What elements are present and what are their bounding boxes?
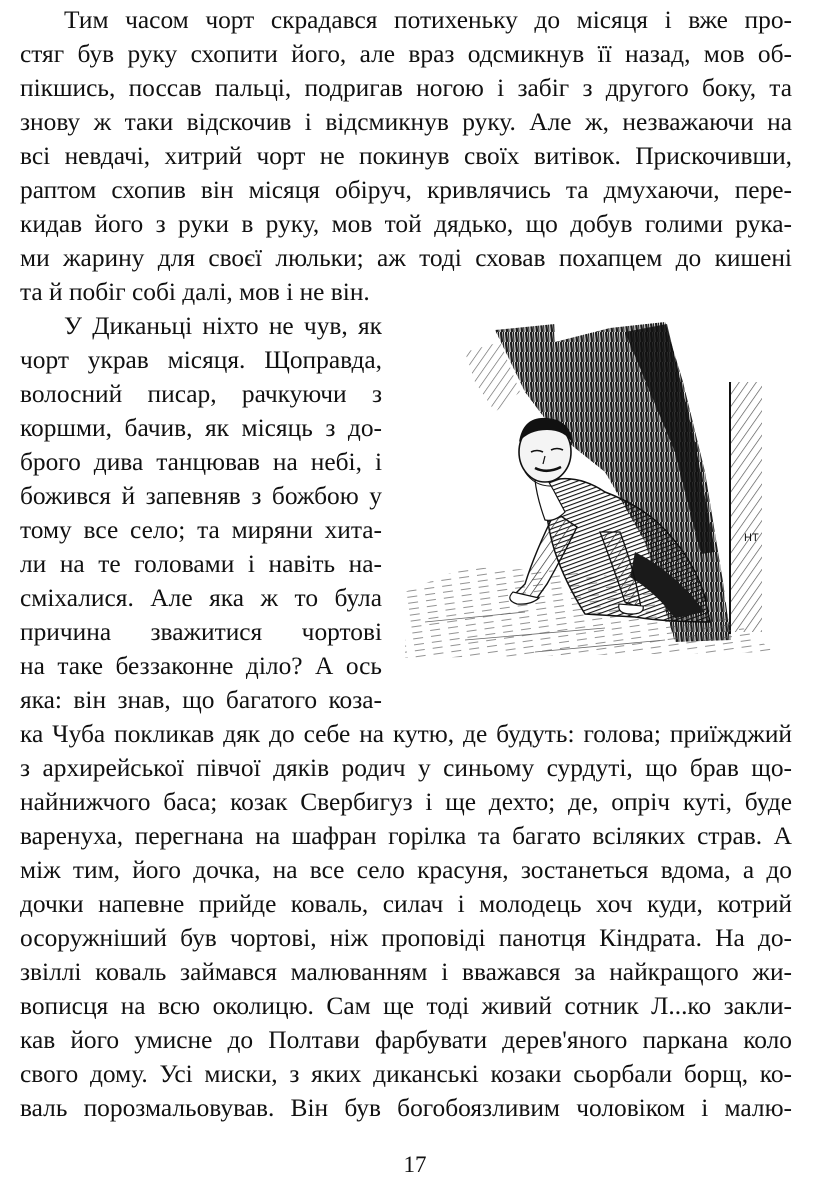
- text-line: знову ж таки відскочив і відсмикнув руку. Але ж, незважаючи на: [20, 108, 792, 136]
- text-line: божився й запевняв з божбою у: [20, 482, 382, 510]
- text-line: У Диканьці ніхто не чув, як: [64, 312, 382, 340]
- text-line: коршми, бачив, як місяць з до-: [20, 414, 382, 442]
- text-line: пікшись, поссав пальці, подригав ногою і забіг з другого боку, та: [20, 74, 792, 102]
- text-line: причина зважитися чортові: [20, 618, 382, 646]
- engraving-man-crawling-in-doorway-icon: [405, 322, 775, 658]
- text-line: та й побіг собі далі, мов і не він.: [20, 278, 370, 306]
- text-line: на таке беззаконне діло? А ось: [20, 652, 382, 680]
- text-line: ка Чуба покликав дяк до себе на кутю, де будуть: голова; приїжджий: [20, 720, 792, 748]
- text-line: звіллі коваль займався малюванням і вважався за найкращого жи-: [20, 958, 792, 986]
- text-line: тому все село; та миряни хита-: [20, 516, 382, 544]
- text-line: свого дому. Усі миски, з яких диканські козаки сьорбали борщ, ко-: [20, 1060, 792, 1088]
- text-line: чорт украв місяця. Щоправда,: [20, 346, 382, 374]
- text-line: раптом схопив він місяця обіруч, кривлячись та дмухаючи, пере-: [20, 176, 792, 204]
- text-line: найнижчого баса; козак Свербигуз і ще дехто; де, опріч куті, буде: [20, 788, 792, 816]
- text-line: сміхалися. Але яка ж то була: [20, 584, 382, 612]
- text-line: волосний писар, рачкуючи з: [20, 380, 382, 408]
- text-line: між тим, його дочка, на все село красуня, зостанеться вдома, а до: [20, 856, 792, 884]
- text-line: з архирейської півчої дяків родич у синьому сурдуті, що брав що-: [20, 754, 792, 782]
- text-line: дочки напевне прийде коваль, силач і молодець хоч куди, котрий: [20, 890, 792, 918]
- text-line: Тим часом чорт скрадався потихеньку до місяця і вже про-: [64, 6, 792, 34]
- page-number: 17: [403, 1152, 427, 1177]
- text-line: валь порозмальовував. Він був богобоязливим чоловіком і малю-: [20, 1094, 792, 1122]
- text-line: брого дива танцював на небі, і: [20, 448, 382, 476]
- text-line: кав його умисне до Полтави фарбувати дерев'яного паркана коло: [20, 1026, 792, 1054]
- text-line: вописця на всю околицю. Сам ще тоді живий сотник Л...ко закли-: [20, 992, 792, 1020]
- text-line: стяг був руку схопити його, але враз одсмикнув її назад, мов об-: [20, 40, 792, 68]
- text-line: всі невдачі, хитрий чорт не покинув своїх витівок. Прискочивши,: [20, 142, 792, 170]
- text-line: кидав його з руки в руку, мов той дядько, що добув голими рука-: [20, 210, 792, 238]
- text-line: ли на те головами і навіть на-: [20, 550, 382, 578]
- text-line: варенуха, перегнана на шафран горілка та багато всіляких страв. А: [20, 822, 792, 850]
- illustrator-monogram: НТ: [744, 532, 759, 544]
- text-line: яка: він знав, що багатого коза-: [20, 686, 382, 714]
- text-line: ми жарину для своєї люльки; аж тоді сховав похапцем до кишені: [20, 244, 792, 272]
- text-line: осоружніший був чортові, ніж проповіді панотця Кіндрата. На до-: [20, 924, 792, 952]
